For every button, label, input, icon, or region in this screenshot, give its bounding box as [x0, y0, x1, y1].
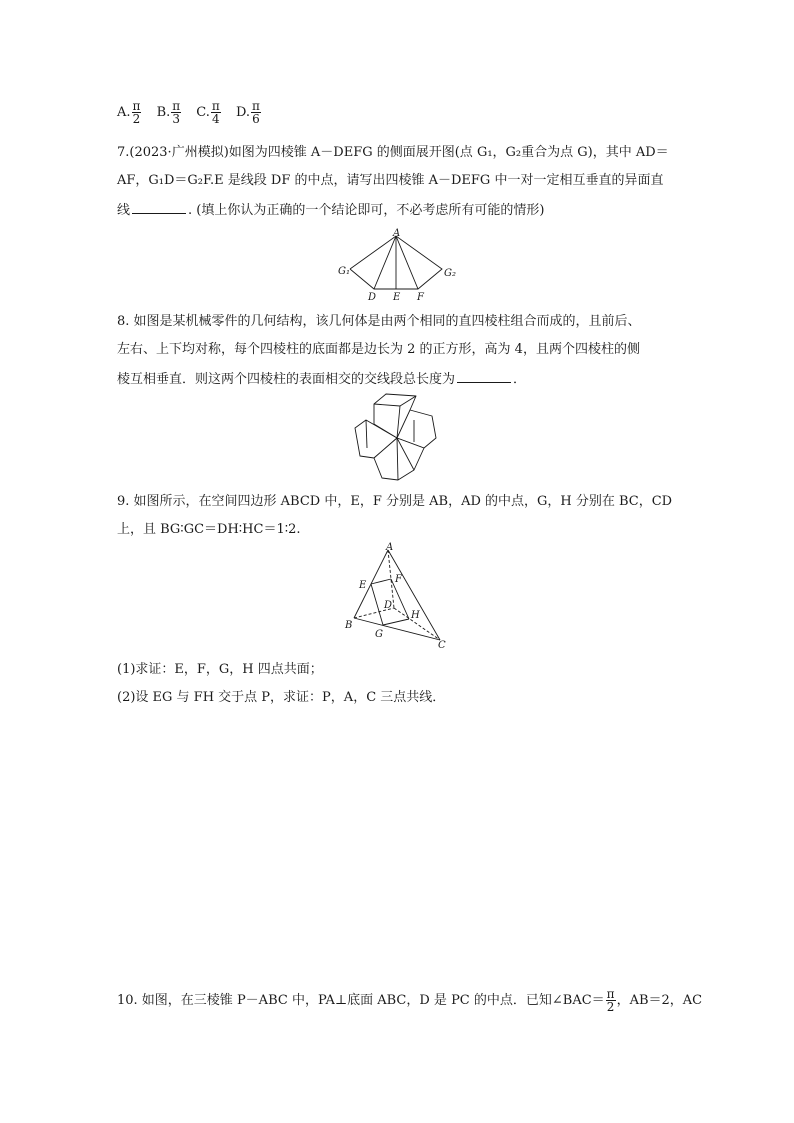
q7-line-1: 7.(2023·广州模拟)如图为四棱锥 A－DEFG 的侧面展开图(点 G₁，G₂重合为点 G)，其中 AD＝ — [117, 145, 669, 160]
q9-part-1: (1)求证：E，F，G，H 四点共面； — [117, 662, 323, 677]
q9-label-d: D — [384, 600, 393, 611]
q9-edge-ac — [388, 550, 440, 640]
q6-option-c: C. $\frac{\pi}{4}$ — [196, 99, 220, 126]
q9-segment-fh — [391, 579, 409, 619]
q9-label-a: A — [386, 542, 394, 553]
q9-line-2: 上，且 BG∶GC＝DH∶HC＝1∶2. — [117, 522, 301, 537]
q9-label-g: G — [375, 629, 383, 640]
q7-line-3: 线 . (填上你认为正确的一个结论即可，不必考虑所有可能的情形) — [117, 199, 544, 221]
q6-options — [117, 100, 272, 125]
q8-line-2: 左右、上下均对称，每个四棱柱的底面都是边长为 2 的正方形，高为 4，且两个四棱柱的侧 — [117, 342, 640, 357]
q9-label-e: E — [359, 580, 367, 591]
q8-line-3: 棱互相垂直．则这两个四棱柱的表面相交的交线段总长度为 ． — [117, 368, 526, 390]
q9-segment-ef — [371, 579, 391, 584]
q9-part-2: (2)设 EG 与 FH 交于点 P，求证：P，A，C 三点共线． — [117, 690, 446, 705]
q10-fraction: $\frac{\pi}{2}$ — [606, 987, 615, 1014]
q7-label-d: D — [368, 292, 377, 303]
q8-figure — [352, 390, 442, 490]
q8-line-1: 8. 如图是某机械零件的几何结构，该几何体是由两个相同的直四棱柱组合而成的，且前后、 — [117, 314, 641, 329]
q7-line-2: AF，G₁D＝G₂F.E 是线段 DF 的中点，请写出四棱锥 A－DEFG 中一对一定相互垂直的异面直 — [117, 173, 664, 188]
q9-label-b: B — [345, 620, 353, 631]
q9-label-f: F — [395, 574, 402, 585]
q7-label-g2: G₂ — [444, 268, 456, 279]
q7-label-f: F — [417, 292, 424, 303]
q6-option-b: B. $\frac{\pi}{3}$ — [156, 99, 181, 126]
q9-figure — [342, 540, 452, 652]
q7-label-e: E — [393, 292, 401, 303]
q9-label-h: H — [411, 610, 420, 621]
q10-line-1: 10. 如图，在三棱锥 P－ABC 中，PA⊥底面 ABC，D 是 PC 的中点．已知∠BAC＝ $\frac{\pi}{2}$ ，AB＝2，AC — [117, 987, 703, 1014]
q9-line-1: 9. 如图所示，在空间四边形 ABCD 中，E，F 分别是 AB，AD 的中点，G，H 分别在 BC，CD — [117, 494, 673, 509]
q9-segment-gh — [383, 619, 409, 625]
q6-option-a: A. $\frac{\pi}{2}$ — [117, 99, 141, 126]
q9-label-c: C — [438, 640, 446, 651]
q8-answer-blank — [457, 368, 511, 383]
q7-label-a: A — [393, 228, 401, 239]
q7-label-g1: G₁ — [338, 266, 350, 277]
q7-figure — [336, 226, 466, 306]
q7-answer-blank — [132, 199, 186, 214]
q9-segment-eg — [371, 584, 383, 625]
q9-edge-bc — [354, 618, 440, 640]
q6-option-d: D. $\frac{\pi}{6}$ — [235, 99, 260, 126]
